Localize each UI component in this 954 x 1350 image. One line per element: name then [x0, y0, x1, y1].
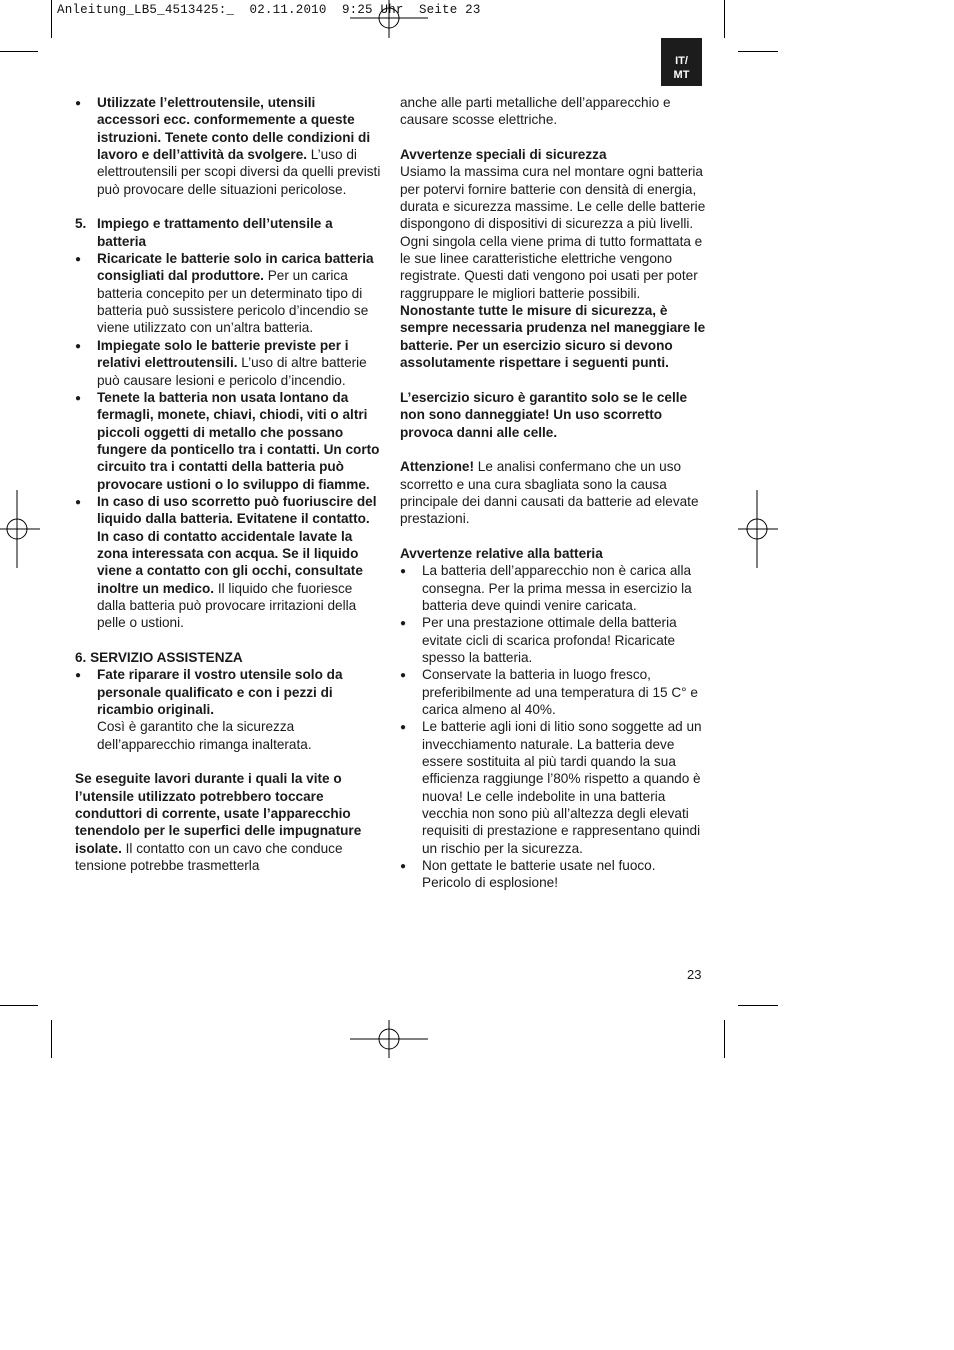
- registration-mark: [0, 490, 40, 568]
- section-number: 5.: [75, 216, 87, 232]
- heading: Avvertenze relative alla batteria: [400, 545, 603, 561]
- bullet-bold: Impiegate solo le batterie previste per i relativi elettroutensili.: [97, 337, 349, 371]
- battery-bullet: ● La batteria dell’apparecchio non è carica alla consegna. Per la prima messa in esercizio la batteria deve quindi venire caricata.: [400, 562, 706, 614]
- battery-bullet: ● Non gettate le batterie usate nel fuoco. Pericolo di esplosione!: [400, 857, 706, 892]
- crop-mark: [51, 0, 52, 38]
- right-column: [400, 94, 706, 892]
- bullet-text: L’uso di altre batterie può causare lesioni e pericolo d’incendio.: [97, 355, 367, 388]
- crop-mark: [0, 1005, 38, 1006]
- paragraph-bold: Se eseguite lavori durante i quali la vite o l’utensile utilizzato potrebbero toccare conduttori di corrente, usate l’apparecchio tenendolo per le superfici delle impugnature isolate.: [75, 771, 362, 856]
- section-title: Impiego e trattamento dell’utensile a batteria: [97, 216, 333, 249]
- battery-bullet: ● Per una prestazione ottimale della batteria evitate cicli di scarica profonda! Ricaricate spesso la batteria.: [400, 614, 706, 666]
- bullet-bold: Tenete la batteria non usata lontano da fermagli, monete, chiavi, chiodi, viti o altri piccoli oggetti di metallo che possano fungere da ponticello tra i contatti. Un corto circuito tra i contatti della batteria può provocare ustioni o lo sviluppo di fiamme.: [97, 389, 380, 492]
- bullet-bold: Ricaricate le batterie solo in carica batteria consigliati dal produttore.: [97, 251, 374, 284]
- bullet-text: Il liquido che fuoriesce dalla batteria può provocare irritazioni della pelle o ustioni.: [97, 580, 357, 631]
- paragraph-text: Usiamo la massima cura nel montare ogni batteria per potervi fornire batterie con densità di energia, durata e sicurezza massime. Le celle delle batterie dispongono di dispositivi di sicurezza a più livelli. Ogni singola cella viene prima di tutto formattata e le sue linee caratteristiche elettriche vengono registrate. Questi dati vengono poi usati per poter raggruppare le migliori batterie possibili.: [400, 164, 706, 301]
- safety-bullet: [75, 94, 381, 198]
- paragraph-bold: Nonostante tutte le misure di sicurezza, è sempre necessaria prudenza nel maneggiare le batterie. Per un esercizio sicuro si devono assolutamente rispettare i seguenti punti.: [400, 303, 706, 371]
- paragraph: [400, 458, 706, 527]
- crop-mark: [724, 1020, 725, 1058]
- safety-bullet: [75, 337, 381, 389]
- section-heading: [75, 215, 381, 250]
- bullet-bold: In caso di uso scorretto può fuoriuscire del liquido dalla batteria. Evitatene il contatto. In caso di contatto accidentale lavate la zona interessata con acqua. Se il liquido viene a contatto con gli occhi, consultate inoltre un medico.: [97, 493, 377, 596]
- battery-bullet: ● Conservate la batteria in luogo fresco, preferibilmente ad una temperatura di 15 C° e carica almeno al 40%.: [400, 666, 706, 718]
- crop-mark: [738, 1005, 778, 1006]
- crop-mark: [738, 51, 778, 52]
- registration-mark: [738, 490, 778, 568]
- safety-bullet: [75, 389, 381, 493]
- bullet-bold: Fate riparare il vostro utensile solo da personale qualificato e con i pezzi di ricambio originali.: [97, 667, 343, 718]
- bullet-text: Per un carica batteria concepito per un determinato tipo di batteria può sussistere pericolo d’incendio se viene utilizzato con un’altra batteria.: [97, 268, 369, 336]
- paragraph-bold: Attenzione!: [400, 459, 475, 475]
- language-tab: [661, 38, 702, 86]
- safety-bullet: [75, 250, 381, 337]
- safety-bullet: [75, 493, 381, 632]
- crop-mark: [51, 1020, 52, 1058]
- crop-mark: [0, 51, 38, 52]
- language-tab-line1: IT/: [675, 55, 688, 67]
- page-number: 23: [687, 967, 702, 982]
- print-slug: Anleitung_LB5_4513425:_ 02.11.2010 9:25 Uhr Seite 23: [57, 3, 481, 17]
- paragraph-bold: L’esercizio sicuro è garantito solo se le celle non sono danneggiate! Un uso scorretto provoca danni alle celle.: [400, 389, 688, 440]
- registration-mark: [350, 1020, 428, 1058]
- bullet-text: Così è garantito che la sicurezza dell’apparecchio rimanga inalterata.: [97, 719, 312, 752]
- section-title: 6. SERVIZIO ASSISTENZA: [75, 650, 243, 665]
- language-tab-line2: MT: [673, 68, 690, 81]
- safety-bullet: [75, 666, 381, 718]
- left-column: [75, 94, 381, 874]
- bullet-bold: Utilizzate l’elettroutensile, utensili accessori ecc. conformemente a queste istruzioni. Tenete conto delle condizioni di lavoro e dell’attività da svolgere.: [97, 95, 371, 163]
- paragraph-text: Il contatto con un cavo che conduce tensione potrebbe trasmetterla: [75, 840, 343, 874]
- heading: Avvertenze speciali di sicurezza: [400, 147, 607, 163]
- registration-mark: [350, 0, 428, 38]
- paragraph: anche alle parti metalliche dell’apparecchio e causare scosse elettriche.: [400, 95, 671, 128]
- battery-bullet: ● Le batterie agli ioni di litio sono soggette ad un invecchiamento naturale. La batteria deve essere sostituita al più tardi quando la sua efficienza raggiunge l’80% rispetto a quando è nuova! Le celle indebolite in una batteria vecchia non sono più all’altezza degli elevati requisiti di prestazione e rappresentano quindi un rischio per la sicurezza.: [400, 718, 706, 857]
- bullet-text: L’uso di elettroutensili per scopi diversi da quelli previsti può provocare delle situazioni pericolose.: [97, 147, 381, 197]
- paragraph-text: Le analisi confermano che un uso scorretto e una cura sbagliata sono la causa principale dei danni causati da batterie ad elevate prestazioni.: [400, 459, 699, 527]
- crop-mark: [724, 0, 725, 38]
- paragraph: [75, 770, 381, 874]
- paragraph: [400, 163, 706, 371]
